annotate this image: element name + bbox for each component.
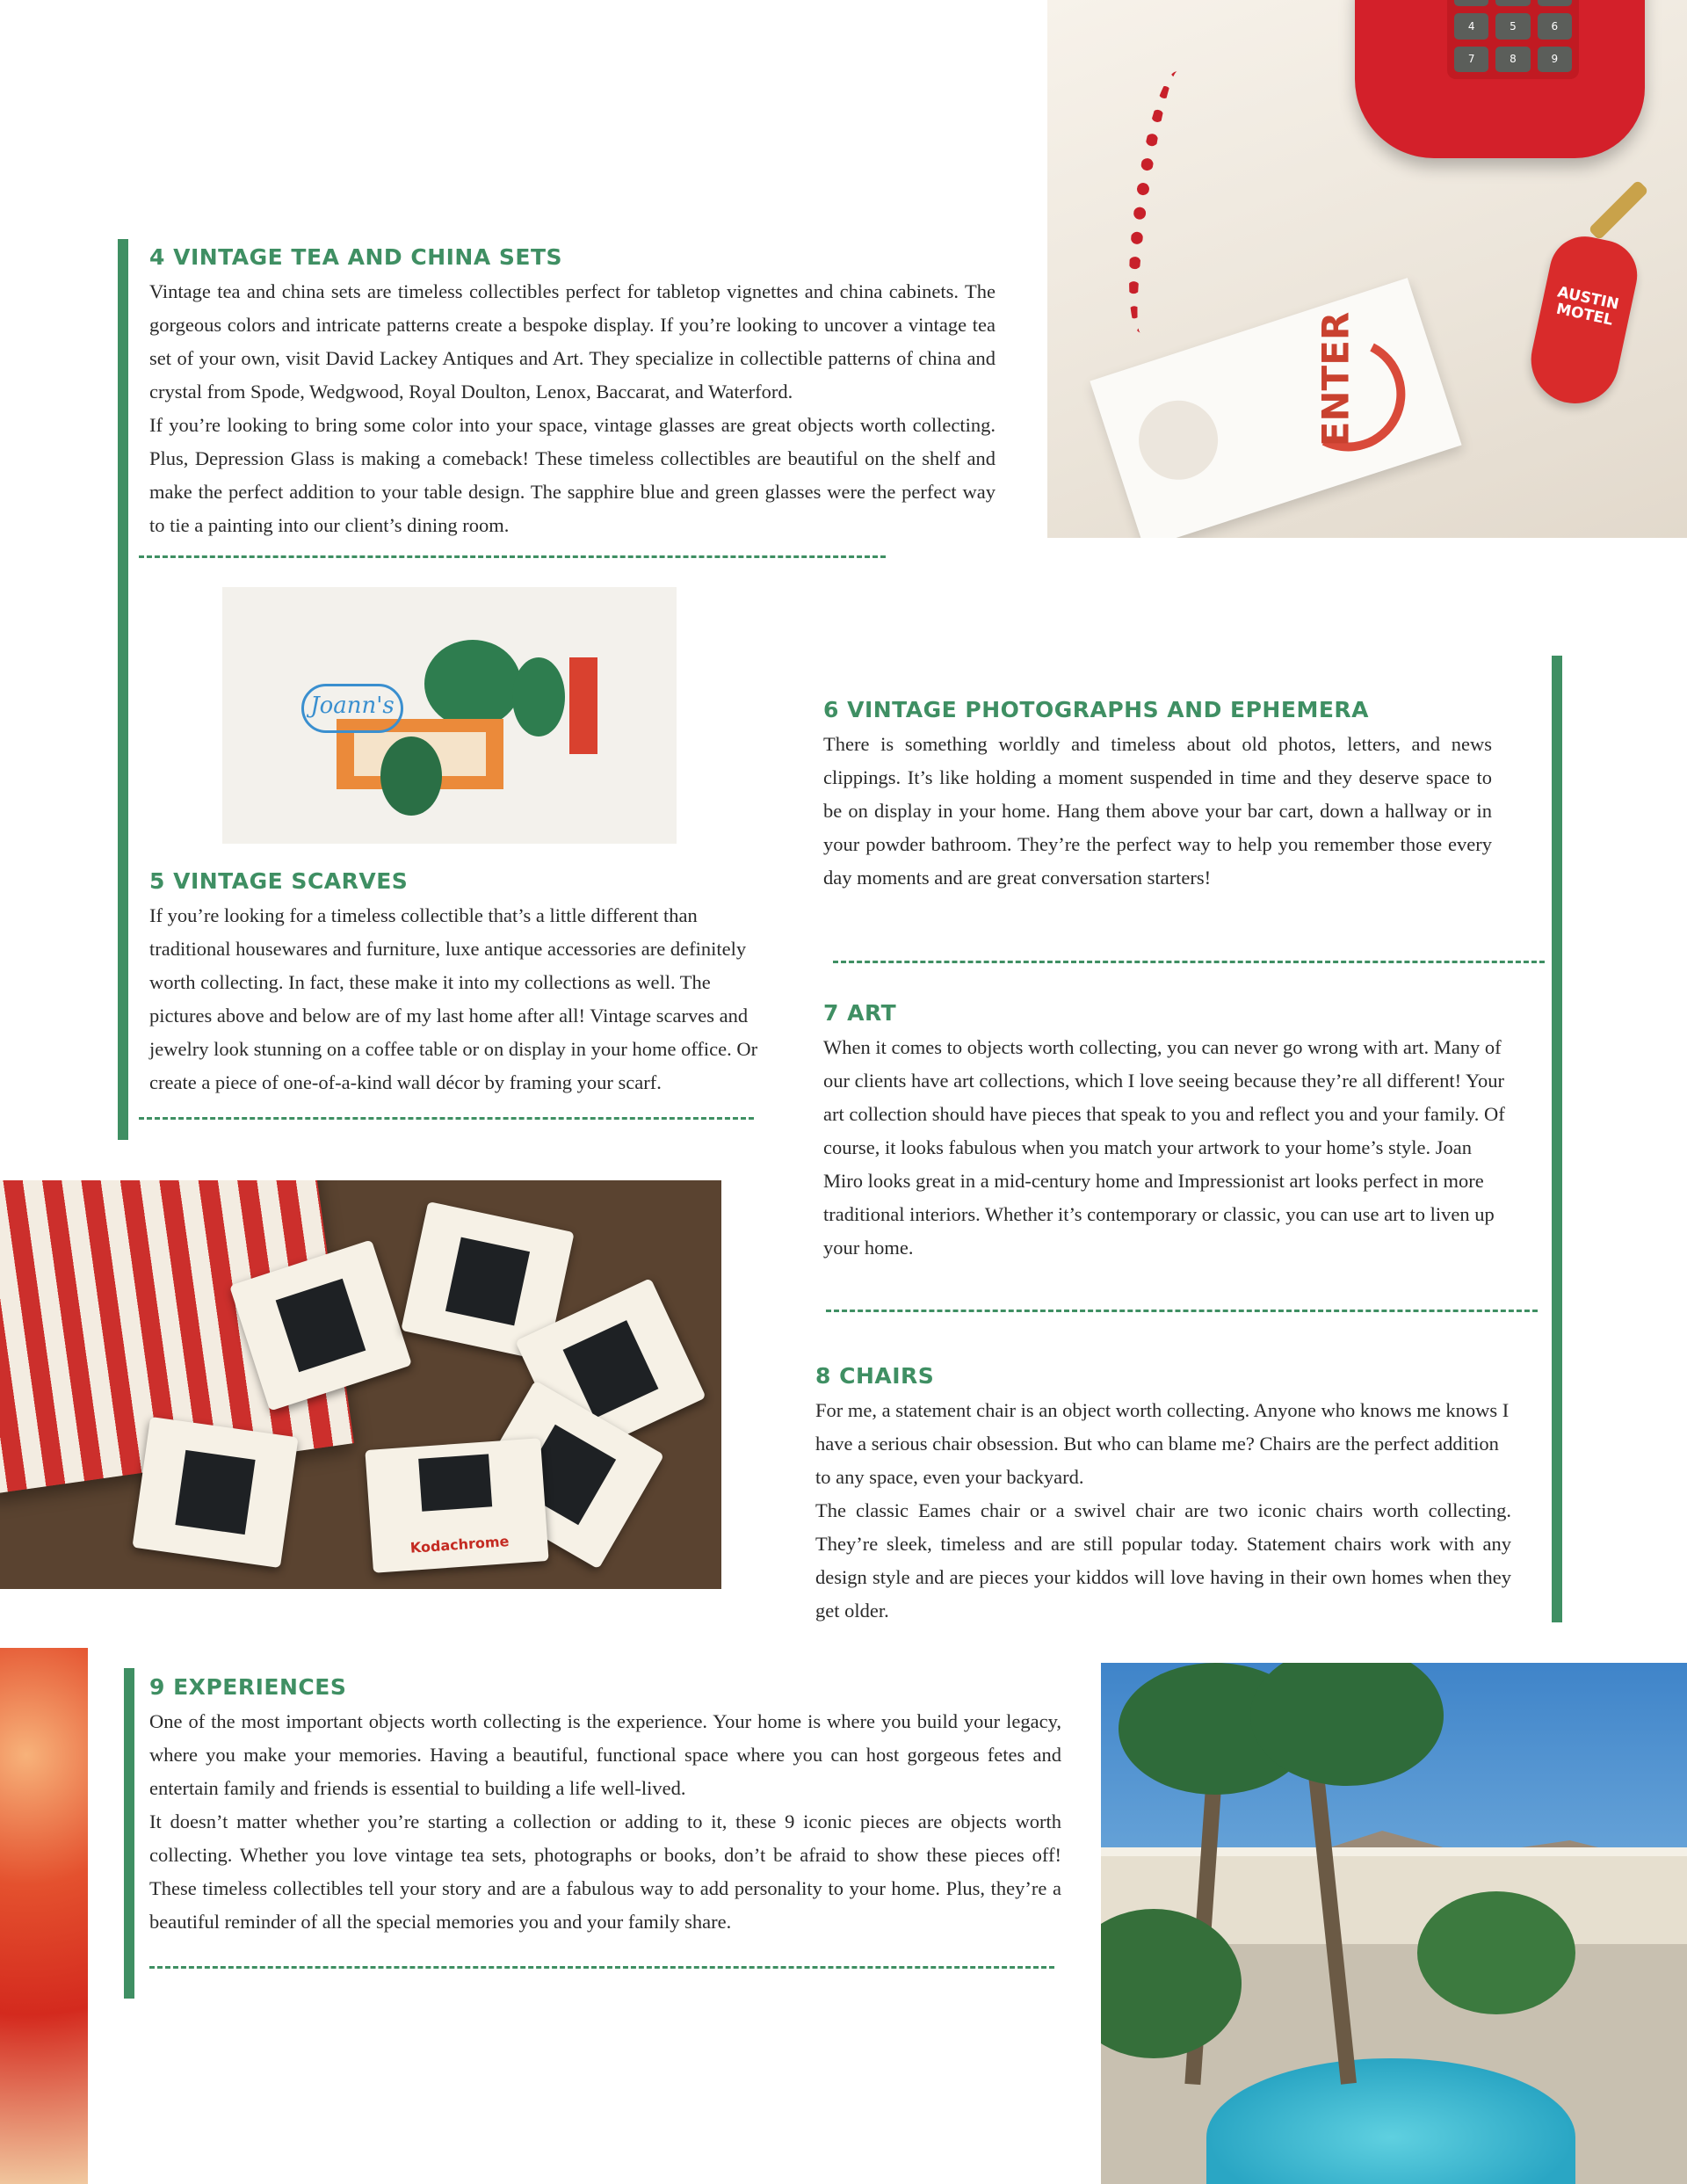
red-phone-photo xyxy=(1047,0,1687,538)
slide-label: Kodachrome xyxy=(409,1532,510,1556)
kodachrome-slides-photo xyxy=(0,1180,721,1589)
section-heading: 5 VINTAGE SCARVES xyxy=(149,868,409,894)
motel-illustration xyxy=(222,587,677,844)
section-vintage-scarves xyxy=(149,868,764,1099)
section-heading: 6 VINTAGE PHOTOGRAPHS AND EPHEMERA xyxy=(823,697,1369,722)
section-chairs xyxy=(815,1363,1511,1628)
illustration-sign-text: Joann's xyxy=(310,693,395,719)
pool-motel-photo xyxy=(1101,1663,1687,2184)
section-paragraph: If you’re looking for a timeless collectible that’s a little different than traditional housewares and furniture, luxe antique accessories are definitely worth collecting. In fact, these make it into my collections as well. The pictures above and below are of my last home after all! Vintage scarves and jewelry look stunning on a coffee table or on display in your home office. Or create a piece of one-of-a-kind wall décor by framing your scarf. xyxy=(149,904,758,1093)
section-paragraph: One of the most important objects worth collecting is the experience. Your home is where you build your legacy, where you make your memories. Having a beautiful, functional space where you can host gorgeous fetes and entertain family and friends is essential to building a life well-lived. xyxy=(149,1710,1061,1799)
section-vintage-photographs xyxy=(823,697,1492,895)
section-experiences xyxy=(149,1674,1061,1939)
divider xyxy=(149,1966,1054,1969)
section-art xyxy=(823,1000,1516,1265)
section-paragraph: Vintage tea and china sets are timeless collectibles perfect for tabletop vignettes and china cabinets. The gorgeous colors and intricate patterns create a bespoke display. If you’re looking to uncover a vintage tea set of your own, visit David Lackey Antiques and Art. They specialize in collectible patterns of china and crystal from Spode, Wedgwood, Royal Doulton, Lenox, Baccarat, and Waterford. xyxy=(149,280,996,403)
divider xyxy=(139,555,886,558)
section-vintage-tea xyxy=(149,244,996,542)
section-paragraph: For me, a statement chair is an object worth collecting. Anyone who knows me knows I have a serious chair obsession. But who can blame me? Chairs are the perfect addition to any space, even your backyard. xyxy=(815,1399,1510,1488)
section-heading: 9 EXPERIENCES xyxy=(149,1674,347,1700)
divider xyxy=(833,961,1545,963)
accent-bar-left-bottom xyxy=(124,1668,134,1999)
motel-keytag: AUSTIN MOTEL xyxy=(1523,230,1643,412)
section-heading: 4 VINTAGE TEA AND CHINA SETS xyxy=(149,244,563,270)
accent-bar-left-top xyxy=(118,239,128,1140)
divider xyxy=(139,1117,754,1120)
section-paragraph: When it comes to objects worth collecting, you can never go wrong with art. Many of our clients have art collections, which I love seeing because they’re all different! Your art collection should have pieces that speak to you and reflect you and your family. Of course, it looks fabulous when you match your artwork to your home’s style. Joan Miro looks great in a mid-century home and Impressionist art looks perfect in more traditional interiors. Whether it’s contemporary or classic, you can use art to liven up your home. xyxy=(823,1036,1505,1259)
telephone: 4 5 6 7 8 9 xyxy=(1355,0,1645,158)
accent-bar-right xyxy=(1552,656,1562,1622)
red-abstract-photo xyxy=(0,1648,88,2184)
section-heading: 8 CHAIRS xyxy=(815,1363,935,1389)
divider xyxy=(826,1310,1538,1312)
section-heading: 7 ART xyxy=(823,1000,897,1026)
section-paragraph: If you’re looking to bring some color into your space, vintage glasses are great objects worth collecting. Plus, Depression Glass is making a comeback! These timeless collectibles are beautiful on the shelf and make the perfect addition to your table design. The sapphire blue and green glasses were the perfect way to tie a painting into our client’s dining room. xyxy=(149,414,996,536)
section-paragraph: There is something worldly and timeless about old photos, letters, and news clippings. It’s like holding a moment suspended in time and they deserve space to be on display in your home. Hang them above your bar cart, down a hallway or in your powder bathroom. They’re the perfect way to help you remember those every day moments and are great conversation starters! xyxy=(823,733,1492,889)
section-paragraph: The classic Eames chair or a swivel chair are two iconic chairs worth collecting. They’re sleek, timeless and are still popular today. Statement chairs work with any design style and are pieces your kiddos will love having in their own homes when they get older. xyxy=(815,1499,1511,1622)
motel-sign xyxy=(569,657,597,754)
card-text: ENTER xyxy=(1314,311,1358,447)
section-paragraph: It doesn’t matter whether you’re starting a collection or adding to it, these 9 iconic pieces are objects worth collecting. Whether you love vintage tea sets, photographs or books, don’t be afraid to show these pieces off! These timeless collectibles tell your story and are a fabulous way to add personality to your home. Plus, they’re a beautiful reminder of all the special memories you and your family share. xyxy=(149,1810,1061,1933)
